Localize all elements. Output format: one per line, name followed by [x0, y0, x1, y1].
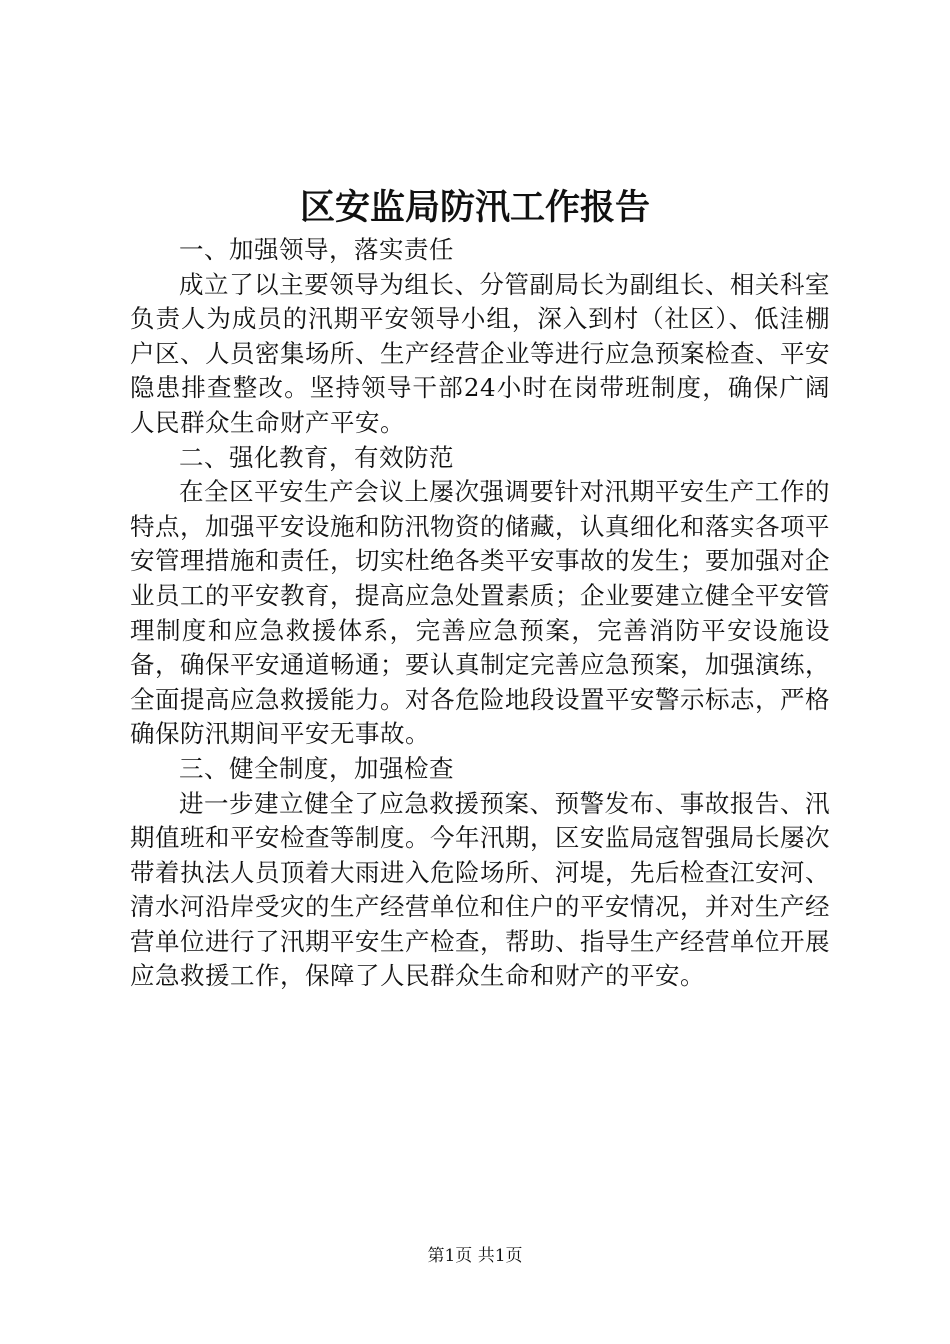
section-paragraph-2: 在全区平安生产会议上屡次强调要针对汛期平安生产工作的特点，加强平安设施和防汛物资的储藏，认真细化和落实各项平安管理措施和责任，切实杜绝各类平安事故的发生；要加强对企业员工的平安教育，提高应急处置素质；企业要建立健全平安管理制度和应急救援体系，完善应急预案，完善消防平安设施设备，确保平安通道畅通；要认真制定完善应急预案，加强演练，全面提高应急救援能力。对各危险地段设置平安警示标志，严格确保防汛期间平安无事故。	[130, 477, 830, 749]
document-title: 区安监局防汛工作报告	[299, 187, 650, 228]
section-heading-1: 一、加强领导，落实责任	[179, 235, 454, 264]
section-paragraph-3: 进一步建立健全了应急救援预案、预警发布、事故报告、汛期值班和平安检查等制度。今年汛期，区安监局寇智强局长屡次带着执法人员顶着大雨进入危险场所、河堤，先后检查江安河、清水河沿岸受灾的生产经营单位和住户的平安情况，并对生产经营单位进行了汛期平安生产检查，帮助、指导生产经营单位开展应急救援工作，保障了人民群众生命和财产的平安。	[130, 788, 830, 991]
section-paragraph-1: 成立了以主要领导为组长、分管副局长为副组长、相关科室负责人为成员的汛期平安领导小组，深入到村（社区）、低洼棚户区、人员密集场所、生产经营企业等进行应急预案检查、平安隐患排查整改。坚持领导干部24小时在岗带班制度，确保广阔人民群众生命财产平安。	[130, 269, 830, 437]
document-body	[130, 233, 830, 994]
page-footer: 第1页 共1页	[427, 1246, 523, 1266]
section-heading-3: 三、健全制度，加强检查	[179, 753, 454, 783]
section-heading-2: 二、强化教育，有效防范	[179, 442, 454, 472]
